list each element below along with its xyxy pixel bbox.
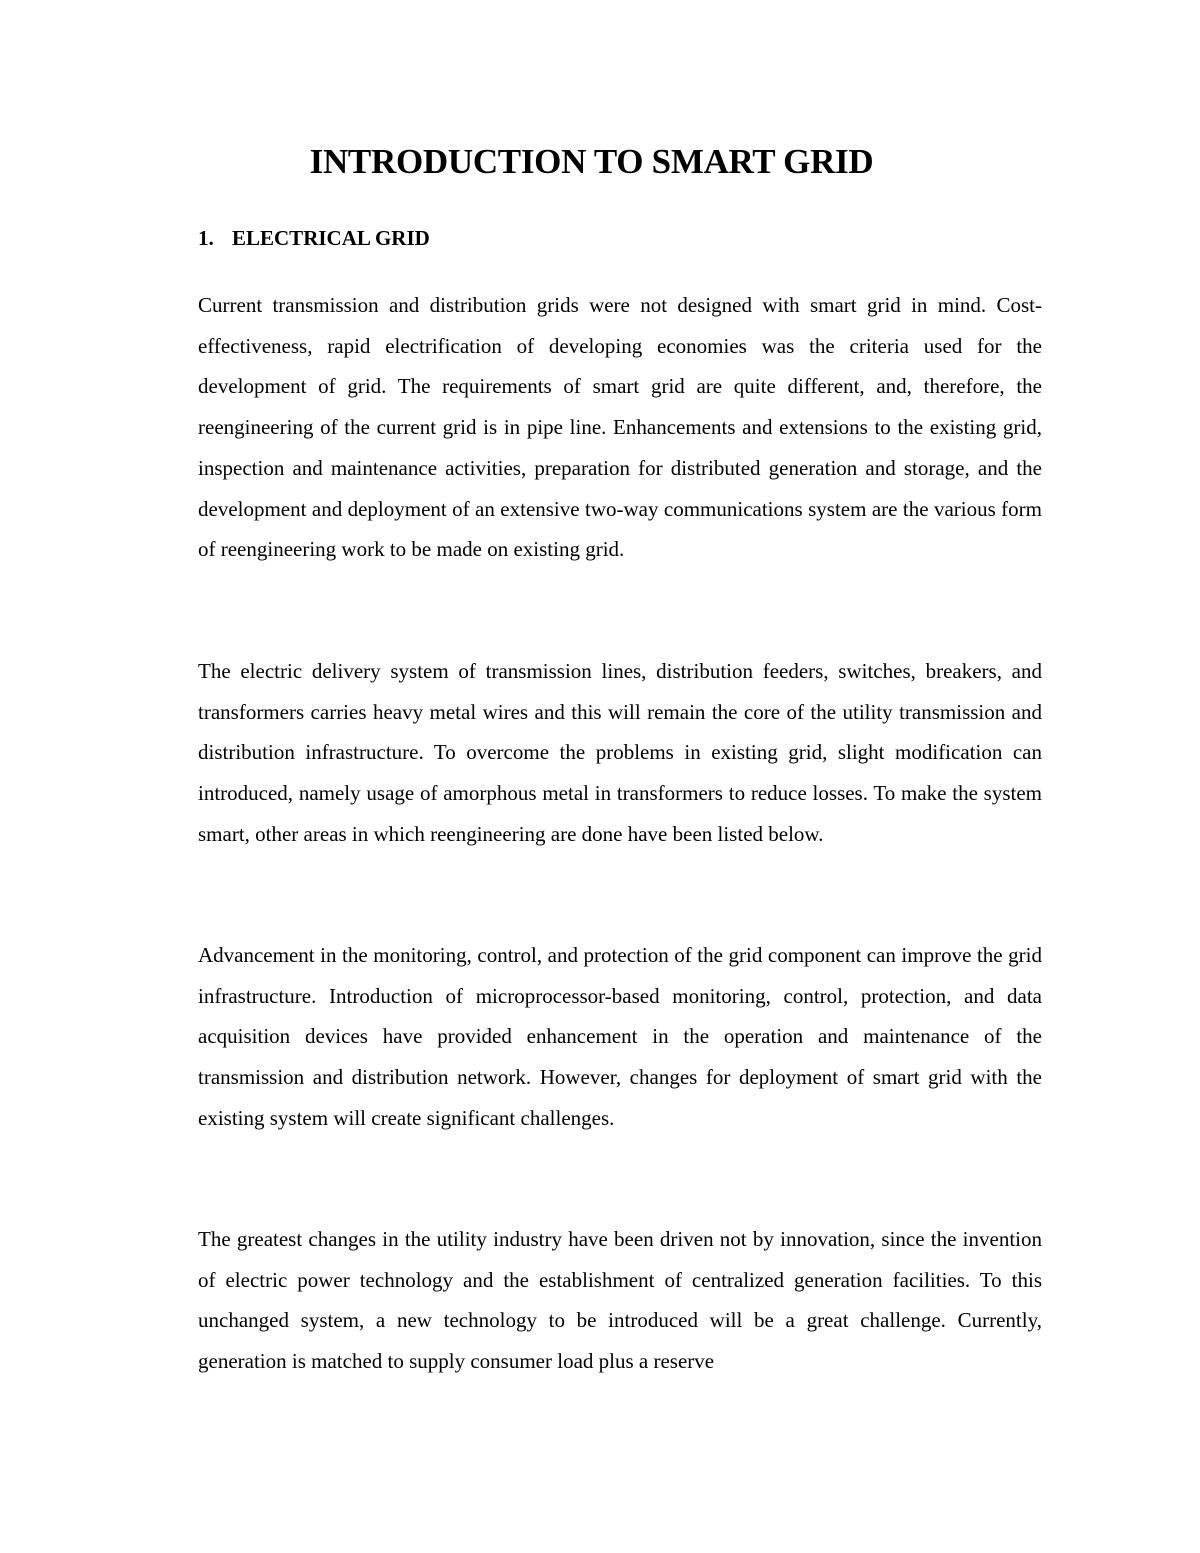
paragraph-1: Current transmission and distribution grids were not designed with smart grid in mind. Cost-effectiveness, rapid electrification of developing economies was the criteria used for the development of grid. The requirements of smart grid are quite different, and, therefore, the reengineering of the current grid is in pipe line. Enhancements and extensions to the existing grid, inspection and maintenance activities, preparation for distributed generation and storage, and the development and deployment of an extensive two-way communications system are the various form of reengineering work to be made on existing grid. — [198, 293, 1042, 562]
document-title: INTRODUCTION TO SMART GRID — [309, 142, 874, 181]
paragraph-3: Advancement in the monitoring, control, and protection of the grid component can improve the grid infrastructure. Introduction of microprocessor-based monitoring, control, protection, and data acquisition devices have provided enhancement in the operation and maintenance of the transmission and distribution network. However, changes for deployment of smart grid with the existing system will create significant challenges. — [198, 943, 1042, 1130]
paragraph-2: The electric delivery system of transmission lines, distribution feeders, switches, breakers, and transformers carries heavy metal wires and this will remain the core of the utility transmission and distribution infrastructure. To overcome the problems in existing grid, slight modification can introduced, namely usage of amorphous metal in transformers to reduce losses. To make the system smart, other areas in which reengineering are done have been listed below. — [198, 659, 1042, 846]
section-heading — [198, 224, 430, 252]
section-number: 1. — [198, 226, 214, 250]
paragraph-4: The greatest changes in the utility industry have been driven not by innovation, since the invention of electric power technology and the establishment of centralized generation facilities. To this unchanged system, a new technology to be introduced will be a great challenge. Currently, generation is matched to supply consumer load plus a reserve — [198, 1227, 1042, 1374]
section-heading-text: ELECTRICAL GRID — [232, 226, 430, 250]
